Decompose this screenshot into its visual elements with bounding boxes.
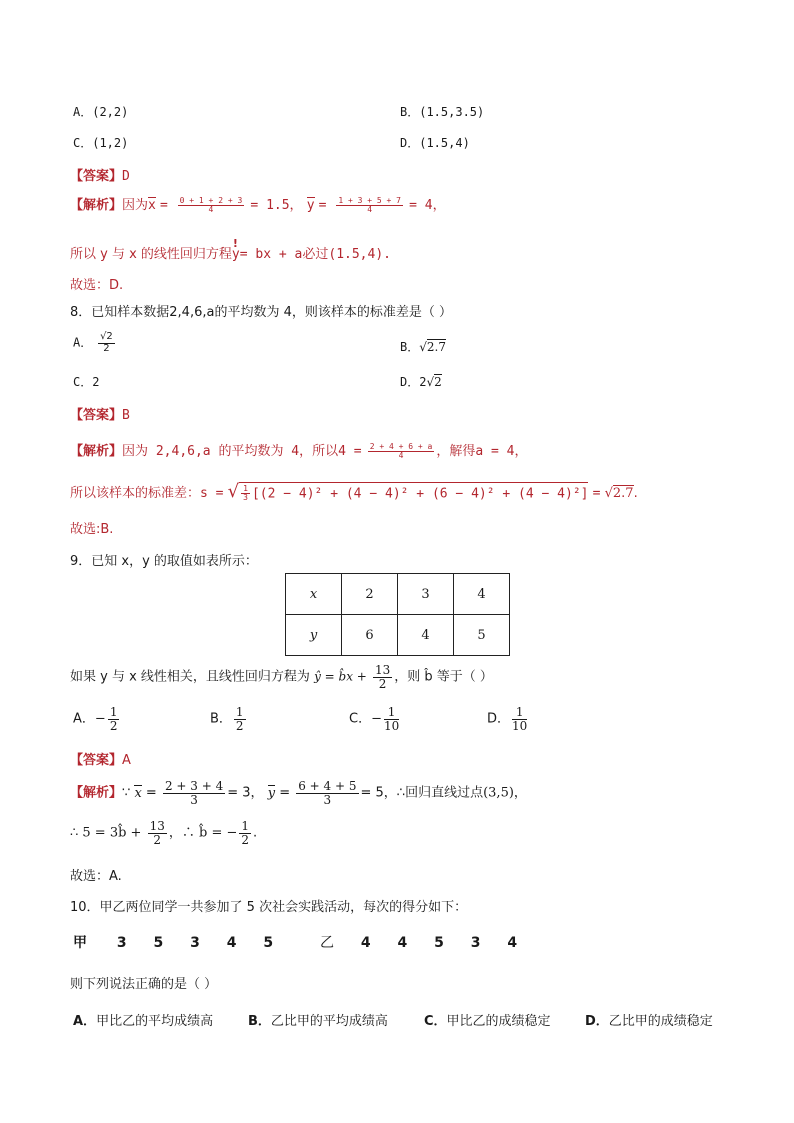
analysis-tag: 【解析】 [70,444,123,459]
regression-equation: ŷ = b̂x + [314,669,367,684]
score: 5 [434,935,444,951]
point-coordinates: (3,5) [483,785,514,801]
analysis-text: 因为 [122,198,149,213]
score: 3 [470,935,481,951]
table-cell: 2 [342,574,398,615]
mean-fraction: $\frac{2 + 4 + 6 + a}{4}$ [369,441,433,460]
q9-answer [70,749,131,768]
x-mean-result: = 1.5， [250,198,303,213]
q8-option-b: B．√2.7 [400,340,446,354]
answer-tag: 【答案】 [70,408,123,423]
solve-result: ，解得a = 4， [436,444,528,459]
q7-option-b: B．(1.5,3.5) [400,105,485,119]
answer-value: D [122,169,130,184]
q8-choose: 故选:B. [70,522,114,537]
q7-choose: 故选：D. [70,278,124,293]
table-cell: x [286,574,342,615]
q10-stem: 10．甲乙两位同学一共参加了 5 次社会实践活动，每次的得分如下： [70,900,468,915]
analysis-text: 因为 2,4,6,a 的平均数为 4，所以4 = [122,444,362,459]
intercept-fraction: $\frac{13}{2}$ [149,819,165,847]
y-bar: y [306,198,315,213]
q9-option-a: A．− $\frac{1}{2}$ [73,705,118,733]
table-cell: 3 [398,574,454,615]
condition-text: 如果 y 与 x 线性相关，且线性回归方程为 [70,669,310,685]
y-mean-result: = 4， [409,198,446,213]
y-mean-fraction: $\frac{6 + 4 + 5}{3}$ [298,779,357,807]
q8-analysis-line1 [70,440,528,460]
q10-yi-scores [320,932,517,952]
q9-option-d: D． $\frac{1}{10}$ [487,705,528,733]
q7-analysis-line1: 【解析】因为x = $\frac{0 + 1 + 2 + 3}{4}$ = 1.5， y = $\frac{1 + 3 + 5 + 7}{4}$ = 4， [70,195,446,214]
score: 3 [116,935,127,951]
q7-option-c: C．(1,2) [73,136,129,150]
one-third-fraction: $\frac{1}{3}$ [243,483,248,502]
q9-option-c: C．− $\frac{1}{10}$ [349,705,400,733]
option-fraction: $\frac{1}{2}$ [109,705,118,733]
sqrt-icon: √ [604,486,613,501]
x-mean-fraction: $\frac{0 + 1 + 2 + 3}{4}$ [179,195,243,214]
sqrt-icon: √ [227,481,240,502]
x-mean-fraction: $\frac{2 + 3 + 4}{3}$ [164,779,224,807]
score: 3 [190,935,200,951]
q8-analysis-line2: 所以该样本的标准差：s = √ $\frac{1}{3}$ [(2 − 4)² + (4 − 4)² + (6 − 4)² + (4 − 4)²] = √2.7. [70,481,638,502]
answer-value: B [122,408,130,423]
y-bar: y [267,785,276,801]
analysis-tag: 【解析】 [70,785,123,801]
score: 4 [360,935,371,951]
q8-option-d: D．2√2 [400,375,442,389]
q10-option-c: C．甲比乙的成绩稳定 [424,1014,551,1029]
x-bar: x [148,198,156,213]
jia-label: 甲 [73,935,87,951]
q9-analysis-line2: ∴ 5 = 3b̂ + $\frac{13}{2}$ ，∴ b̂ = − $\frac{1}{2}$ . [70,819,258,847]
q9-option-b: B． $\frac{1}{2}$ [210,705,244,733]
analysis-text: 所以该样本的标准差：s = [70,486,224,501]
sqrt-icon: √ [419,340,427,354]
q8-answer [70,404,130,423]
answer-tag: 【答案】 [70,169,123,184]
q9-choose: 故选：A. [70,869,122,884]
q8-stem: 8．已知样本数据2,4,6,a的平均数为 4，则该样本的标准差是（ ） [70,305,452,320]
score: 4 [507,935,518,951]
sqrt-icon: √ [426,375,435,389]
x-bar: x [134,785,142,801]
option-fraction: $\frac{1}{2}$ [235,705,244,733]
score: 4 [397,935,408,951]
analysis-tag: 【解析】 [70,198,123,213]
q9-analysis-line1: 【解析】∵ x = $\frac{2 + 3 + 4}{3}$ = 3， y = $\frac{6 + 4 + 5}{3}$ = 5，∴回归直线过点(3,5)， [70,779,527,807]
answer-value: A [122,753,131,768]
q7-analysis-line2 [70,237,391,262]
table-row [286,574,510,615]
q7-option-d: D．(1.5,4) [400,136,470,150]
q10-option-b: B．乙比甲的平均成绩高 [248,1014,388,1029]
option-fraction: $\frac{1}{10}$ [512,705,528,733]
q10-option-a: A．甲比乙的平均成绩高 [73,1014,214,1029]
slope-fraction: $\frac{1}{2}$ [241,819,250,847]
score: 4 [226,935,237,951]
option-a-fraction: $\frac{√2}{2}$ [100,331,113,354]
variance-expression: $\frac{1}{3}$ [(2 − 4)² + (4 − 4)² + (6 − 4)² + (4 − 4)²] [239,482,588,503]
table-row [286,615,510,656]
table-cell: 5 [454,615,510,656]
yi-label: 乙 [320,935,334,951]
option-fraction: $\frac{1}{10}$ [383,705,400,733]
y-mean-fraction: $\frac{1 + 3 + 5 + 7}{4}$ [338,195,401,214]
score: 5 [263,935,274,951]
q9-condition [70,664,493,690]
condition-ask: ，则 b̂ 等于（ ） [394,669,493,685]
q8-option-c: C．2 [73,375,100,389]
score: 5 [153,935,164,951]
table-cell: 6 [342,615,398,656]
hat-mark: ! [232,237,238,250]
std-value: 2.7 [612,486,634,501]
q9-stem: 9．已知 x，y 的取值如表所示： [70,554,258,569]
table-cell: y [286,615,342,656]
y-hat: ! y [231,237,240,262]
analysis-text: 所以 y 与 x 的线性回归方程 [70,247,232,262]
q8-option-a: A． $\frac{√2}{2}$ [73,331,113,354]
regression-point: = bx + a必过(1.5,4). [239,247,391,262]
q7-answer [70,165,130,184]
q10-option-d: D．乙比甲的成绩稳定 [585,1014,713,1029]
q10-jia-scores [73,932,273,952]
answer-tag: 【答案】 [70,753,123,768]
xy-value-table [285,573,510,656]
q10-question: 则下列说法正确的是（ ） [70,977,218,992]
intercept-fraction: $\frac{13}{2}$ [374,663,391,691]
table-cell: 4 [454,574,510,615]
q7-option-a: A．(2,2) [73,105,129,119]
table-cell: 4 [398,615,454,656]
